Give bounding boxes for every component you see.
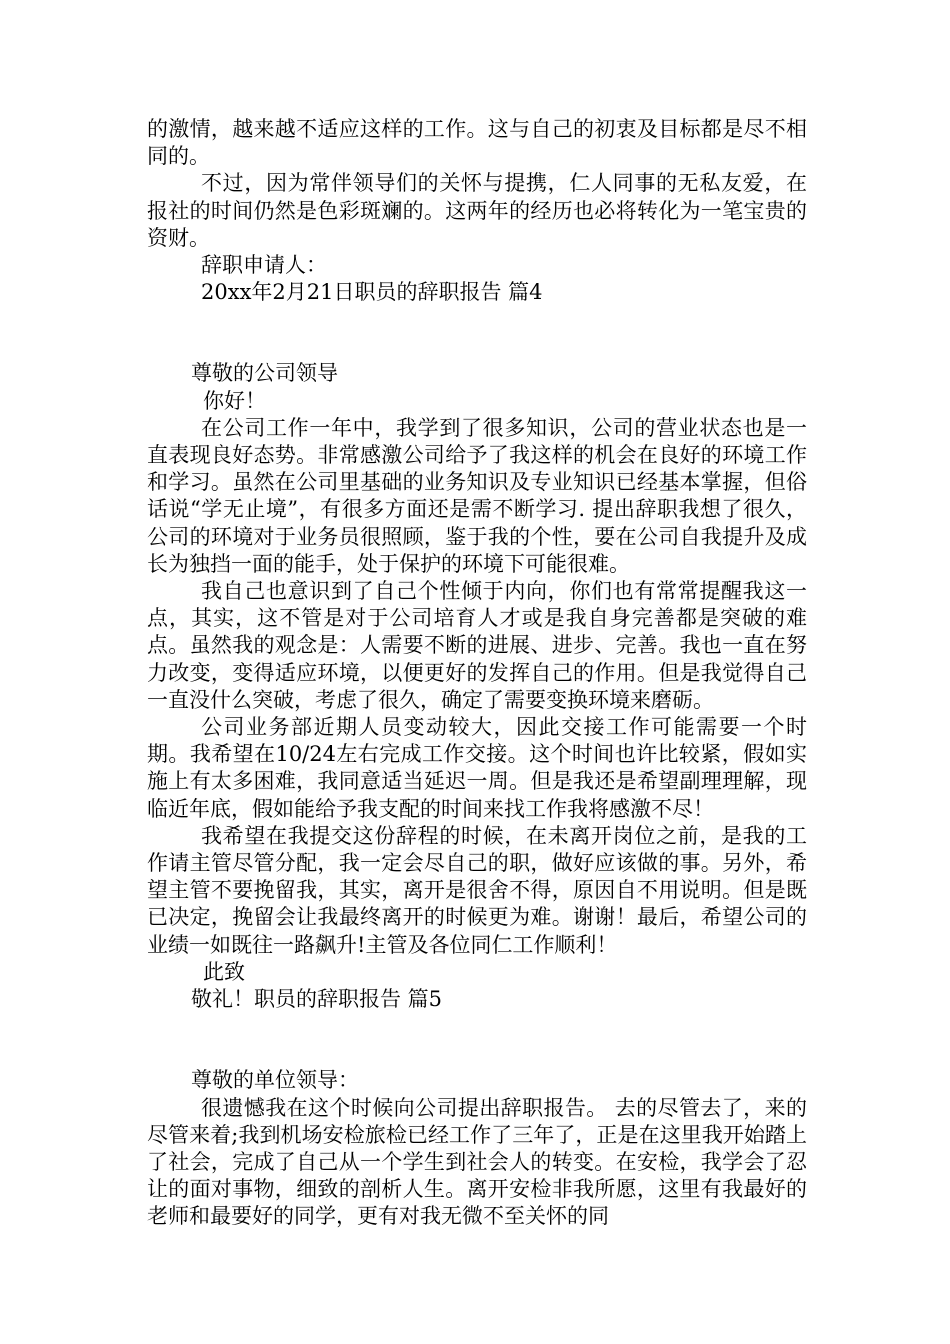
- closing-and-section-heading: 敬礼！职员的辞职报告 篇5: [191, 987, 443, 1012]
- salutation: 尊敬的单位领导：: [191, 1068, 359, 1093]
- greeting: 你好！: [203, 388, 266, 413]
- paragraph: 公司业务部近期人员变动较大，因此交接工作可能需要一个时期。我希望在10/24左右完成工作交接。这个时间也许比较紧，假如实施上有太多困难，我同意适当延迟一周。但是我还是希望副理理解，现临近年底，假如能给予我支配的时间来找工作我将感激不尽！: [147, 715, 807, 821]
- salutation: 尊敬的公司领导: [191, 361, 338, 386]
- document-page: [147, 116, 807, 1231]
- paragraph: 很遗憾我在这个时候向公司提出辞职报告。 去的尽管去了，来的尽管来着;我到机场安检旅检已经工作了三年了，正是在这里我开始踏上了社会，完成了自己从一个学生到社会人的转变。在安检，我学会了忍让的面对事物，细致的剖析人生。离开安检非我所愿，这里有我最好的老师和最要好的同学，更有对我无微不至关怀的同: [147, 1095, 807, 1229]
- paragraph: 我自己也意识到了自己个性倾于内向，你们也有常常提醒我这一点，其实，这不管是对于公司培育人才或是我自身完善都是突破的难点。虽然我的观念是：人需要不断的进展、进步、完善。我也一直在努力改变，变得适应环境，以便更好的发挥自己的作用。但是我觉得自己一直没什么突破，考虑了很久，确定了需要变换环境来磨砺。: [147, 579, 807, 712]
- spacer: [147, 306, 807, 360]
- closing: 此致: [203, 959, 245, 984]
- paragraph: 我希望在我提交这份辞程的时候，在未离开岗位之前，是我的工作请主管尽管分配，我一定会尽自己的职，做好应该做的事。另外，希望主管不要挽留我，其实，离开是很舍不得，原因自不用说明。但是既已决定，挽留会让我最终离开的时候更为难。谢谢！最后，希望公司的业绩一如既往一路飙升!主管及各位同仁工作顺利！: [147, 823, 807, 957]
- paragraph: 不过，因为常伴领导们的关怀与提携，仁人同事的无私友爱，在报社的时间仍然是色彩斑斓的。这两年的经历也必将转化为一笔宝贵的资财。: [147, 171, 807, 250]
- date-and-section-heading: 20xx年2月21日职员的辞职报告 篇4: [201, 280, 543, 305]
- spacer: [147, 1013, 807, 1067]
- paragraph: 的激情，越来越不适应这样的工作。这与自己的初衷及目标都是尽不相同的。: [147, 117, 807, 169]
- paragraph: 在公司工作一年中，我学到了很多知识，公司的营业状态也是一直表现良好态势。非常感激公司给予了我这样的机会在良好的环境工作和学习。虽然在公司里基础的业务知识及专业知识已经基本掌握，但俗话说“学无止境”，有很多方面还是需不断学习. 提出辞职我想了很久，公司的环境对于业务员很照顾，鉴于我的个性，要在公司自我提升及成长为独挡一面的能手，处于保护的环境下可能很难。: [147, 415, 807, 576]
- signature-label: 辞职申请人：: [201, 253, 327, 278]
